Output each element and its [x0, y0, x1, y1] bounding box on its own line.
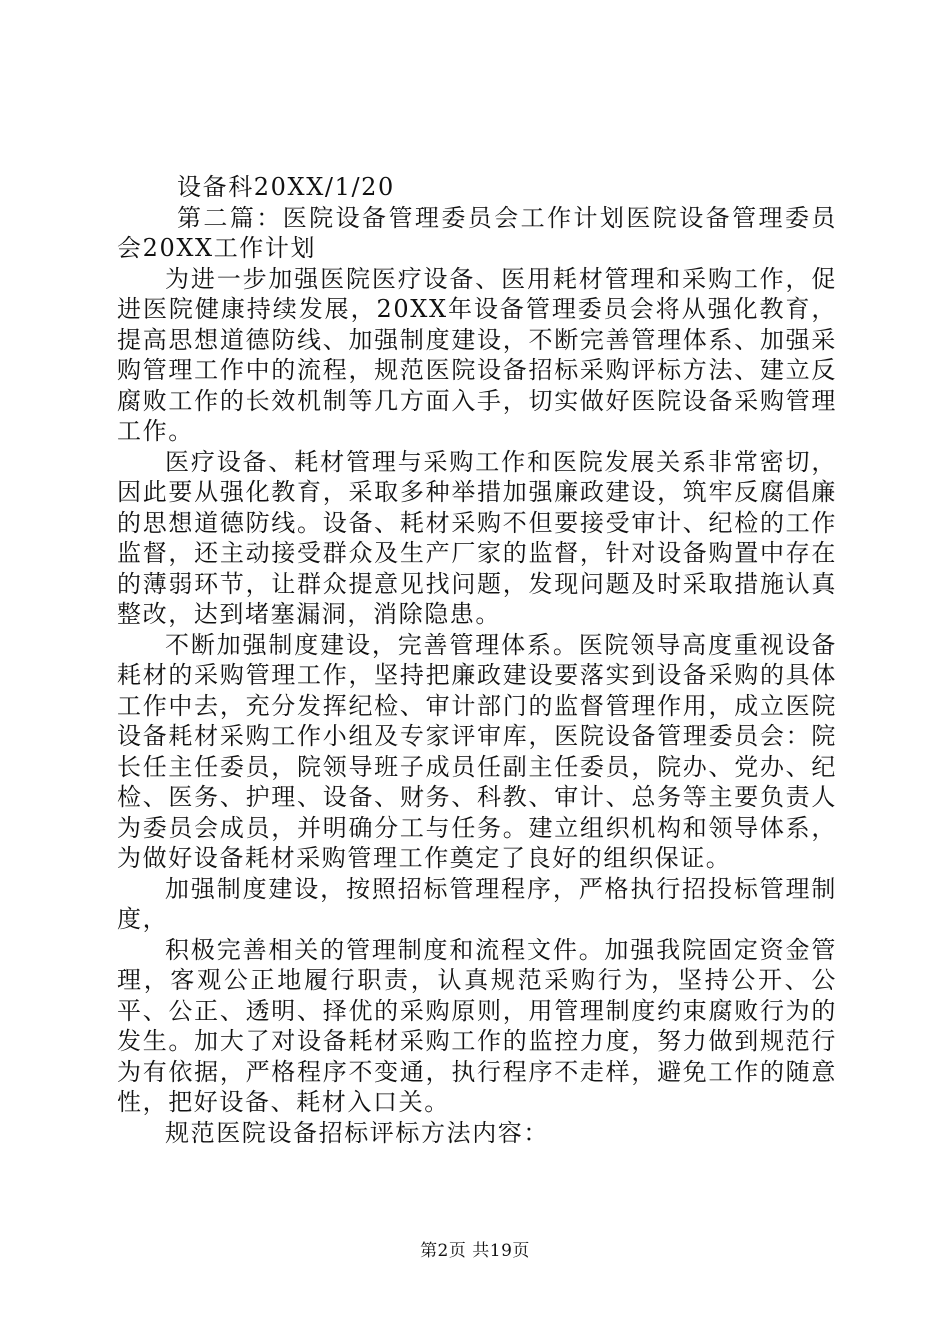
page-footer: 第2页 共19页 — [420, 1241, 530, 1261]
signature-line: 设备科20XX/1/20 — [177, 173, 395, 201]
body-paragraph: 医疗设备、耗材管理与采购工作和医院发展关系非常密切，因此要从强化教育，采取多种举措加强廉政建设，筑牢反腐倡廉的思想道德防线。设备、耗材采购不但要接受审计、纪检的工作监督，还主动接受群众及生产厂家的监督，针对设备购置中存在的薄弱环节，让群众提意见找问题，发现问题及时采取措施认真整改，达到堵塞漏洞，消除隐患。 — [117, 447, 837, 628]
body-paragraph: 规范医院设备招标评标方法内容： — [165, 1118, 549, 1147]
body-paragraph: 加强制度建设，按照招标管理程序，严格执行招投标管理制度， — [117, 874, 837, 933]
body-paragraph: 为进一步加强医院医疗设备、医用耗材管理和采购工作，促进医院健康持续发展，20XX年设备管理委员会将从强化教育，提高思想道德防线、加强制度建设，不断完善管理体系、加强采购管理工作中的流程，规范医院设备招标采购评标方法、建立反腐败工作的长效机制等几方面入手，切实做好医院设备采购管理工作。 — [117, 264, 837, 445]
body-paragraph: 积极完善相关的管理制度和流程文件。加强我院固定资金管理，客观公正地履行职责，认真规范采购行为，坚持公开、公平、公正、透明、择优的采购原则，用管理制度约束腐败行为的发生。加大了对设备耗材采购工作的监控力度，努力做到规范行为有依据，严格程序不变通，执行程序不走样，避免工作的随意性，把好设备、耗材入口关。 — [117, 935, 837, 1116]
body-paragraph: 不断加强制度建设，完善管理体系。医院领导高度重视设备耗材的采购管理工作，坚持把廉政建设要落实到设备采购的具体工作中去，充分发挥纪检、审计部门的监督管理作用，成立医院设备耗材采购工作小组及专家评审库，医院设备管理委员会：院长任主任委员，院领导班子成员任副主任委员，院办、党办、纪检、医务、护理、设备、财务、科教、审计、总务等主要负责人为委员会成员，并明确分工与任务。建立组织机构和领导体系，为做好设备耗材采购管理工作奠定了良好的组织保证。 — [117, 630, 837, 872]
document-body — [117, 172, 837, 1148]
section-heading: 第二篇：医院设备管理委员会工作计划医院设备管理委员会20XX工作计划 — [117, 203, 837, 262]
